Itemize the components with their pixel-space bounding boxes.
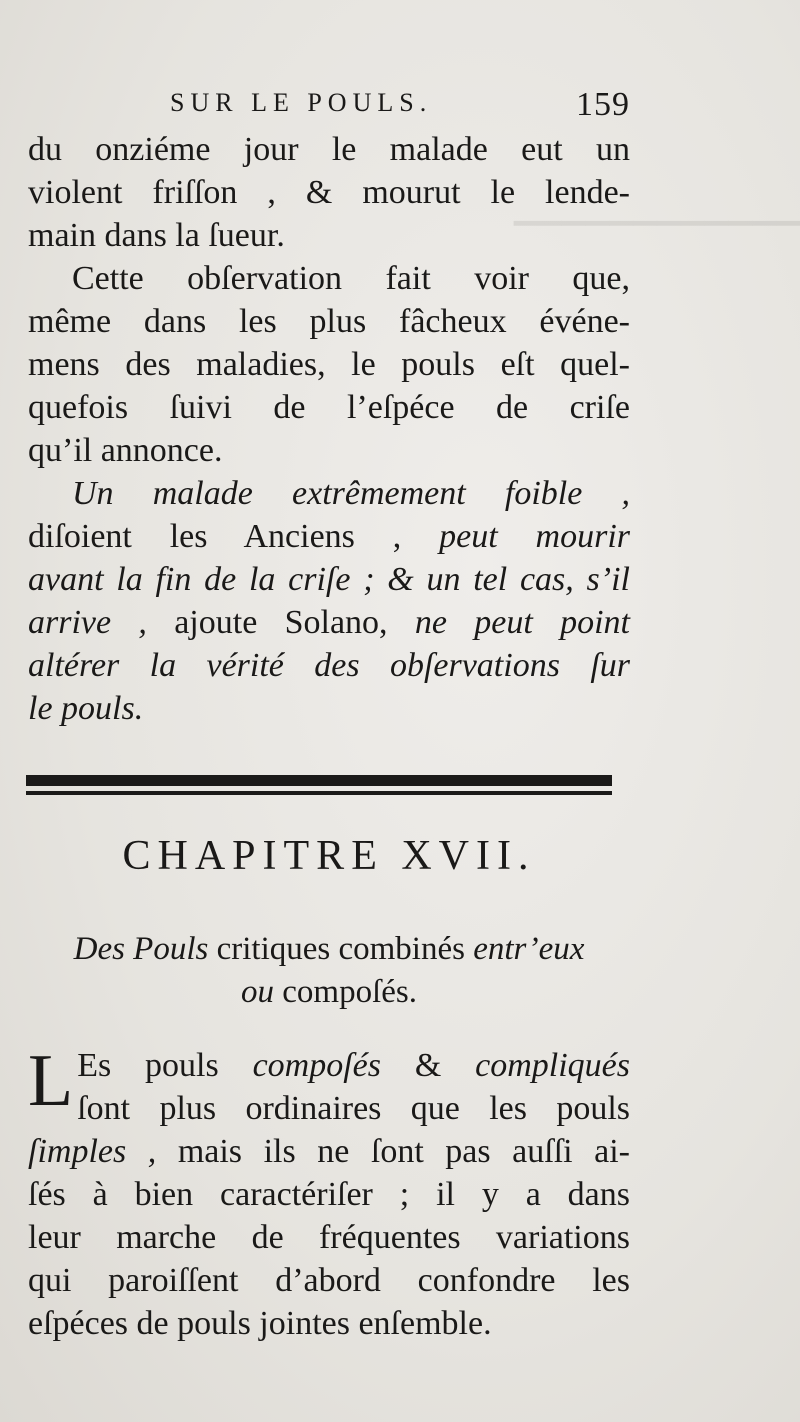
text-span: entr’eux (473, 931, 585, 967)
page-header (170, 88, 630, 128)
text-line: même dans les plus fâcheux événe- (28, 303, 630, 340)
text-line: Cette obſervation fait voir que, (72, 260, 630, 297)
text-span: Des Pouls (73, 931, 209, 967)
text-line: qui paroiſſent d’abord confondre les (28, 1262, 630, 1299)
text-span: critiques combinés (216, 931, 465, 967)
text-line: Un malade extrêmement foible , (72, 475, 630, 512)
text-span: compoſés (252, 1047, 381, 1084)
text-span: arrive , (28, 604, 147, 641)
running-head: SUR LE POULS. (170, 88, 433, 117)
text-line: le pouls. (28, 690, 144, 727)
drop-cap: L (28, 1040, 74, 1122)
text-line: altérer la vérité des obſervations ſur (28, 647, 630, 684)
text-span: mais ils ne ſont pas auſſi ai- (177, 1133, 631, 1170)
divider-thick-line (26, 775, 612, 786)
paragraph-3 (28, 472, 630, 730)
text-span: Es pouls (77, 1047, 219, 1084)
text-line (28, 601, 630, 644)
text-span: peut mourir (439, 518, 631, 555)
page-number: 159 (576, 86, 630, 123)
subtitle-line (28, 971, 630, 1014)
text-span: ne peut point (414, 604, 630, 641)
text-line: eſpéces de pouls jointes enſemble. (28, 1305, 492, 1342)
chapter-title: CHAPITRE XVII. (122, 833, 536, 879)
text-span: ou (241, 974, 274, 1010)
text-line: main dans la ſueur. (28, 217, 285, 254)
show-through-texture: ▁▁▁▁▁▁▁▁▁▁▁▁ (513, 190, 800, 225)
text-line (28, 515, 630, 558)
text-line: avant la fin de la criſe ; & un tel cas, s’il (28, 561, 630, 598)
text-span: compoſés. (282, 974, 417, 1010)
text-line (28, 1130, 630, 1173)
subtitle-line (28, 928, 630, 971)
text-line: ſont plus ordinaires que les pouls (77, 1090, 630, 1127)
text-span: & (414, 1047, 442, 1084)
text-line: leur marche de fréquentes variations (28, 1219, 630, 1256)
text-span: ſimples , (28, 1133, 157, 1170)
divider-thin-line (26, 791, 612, 795)
chapter-divider-rule (26, 772, 612, 798)
text-line: quefois ſuivi de l’eſpéce de criſe (28, 389, 630, 426)
paragraph-4 (28, 1040, 631, 1345)
text-line: ſés à bien caractériſer ; il y a dans (28, 1176, 630, 1213)
text-line (28, 1044, 630, 1087)
text-line: violent friſſon , & mourut le lende- (28, 174, 630, 211)
text-span: compliqués (475, 1047, 630, 1084)
text-span: diſoient les Anciens , (28, 518, 402, 555)
text-line: du onziéme jour le malade eut un (28, 131, 630, 168)
text-line: mens des maladies, le pouls eſt quel- (28, 346, 630, 383)
chapter-subtitle (28, 928, 630, 1014)
paragraph-1 (28, 128, 630, 257)
paragraph-2 (28, 257, 630, 472)
text-line: qu’il annonce. (28, 432, 223, 469)
text-span: ajoute Solano, (174, 604, 388, 641)
